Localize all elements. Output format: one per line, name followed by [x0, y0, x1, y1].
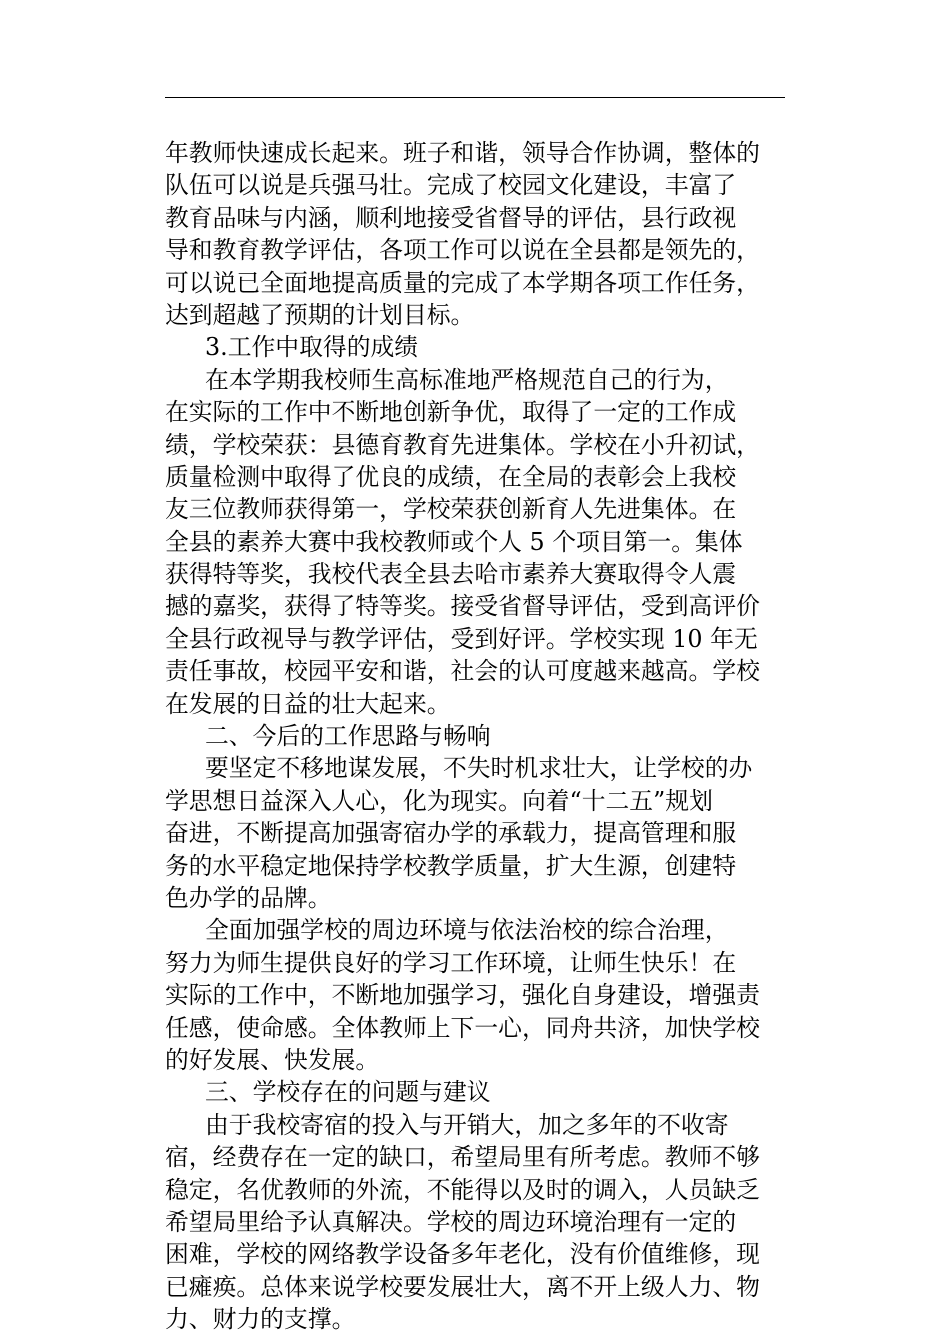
text-line: 由于我校寄宿的投入与开销大，加之多年的不收寄: [205, 1110, 729, 1139]
text-line: 责任事故，校园平安和谐，社会的认可度越来越高。学校: [165, 657, 760, 686]
text-line: 的好发展、快发展。: [165, 1045, 380, 1074]
text-line: 要坚定不移地谋发展，不失时机求壮大，让学校的办: [205, 754, 753, 783]
text-line: 3.工作中取得的成绩: [205, 333, 419, 362]
document-body: [165, 137, 795, 1335]
text-line: 质量检测中取得了优良的成绩，在全局的表彰会上我校: [165, 462, 737, 491]
text-line: 三、学校存在的问题与建议: [205, 1078, 491, 1107]
text-line: 教育品味与内涵，顺利地接受省督导的评估，县行政视: [165, 203, 737, 232]
text-line: 达到超越了预期的计划目标。: [165, 300, 475, 329]
text-line: 希望局里给予认真解决。学校的周边环境治理有一定的: [165, 1207, 737, 1236]
text-line: 全县的素养大赛中我校教师或个人 5 个项目第一。集体: [165, 527, 743, 556]
text-line: 稳定，名优教师的外流，不能得以及时的调入，人员缺乏: [165, 1175, 760, 1204]
text-line: 绩，学校荣获：县德育教育先进集体。学校在小升初试，: [165, 430, 760, 459]
text-line: 导和教育教学评估，各项工作可以说在全县都是领先的，: [165, 236, 760, 265]
text-line: 全面加强学校的周边环境与依法治校的综合治理，: [205, 916, 729, 945]
text-line: 在本学期我校师生高标准地严格规范自己的行为，: [205, 365, 729, 394]
text-line: 务的水平稳定地保持学校教学质量，扩大生源，创建特: [165, 851, 737, 880]
text-line: 撼的嘉奖，获得了特等奖。接受省督导评估，受到高评价: [165, 592, 760, 621]
text-line: 奋进，不断提高加强寄宿办学的承载力，提高管理和服: [165, 819, 737, 848]
text-line: 年教师快速成长起来。班子和谐，领导合作协调，整体的: [165, 139, 760, 167]
text-line: 宿，经费存在一定的缺口，希望局里有所考虑。教师不够: [165, 1143, 760, 1172]
text-line: 努力为师生提供良好的学习工作环境，让师生快乐！在: [165, 948, 737, 977]
text-line: 已瘫痪。总体来说学校要发展壮大，离不开上级人力、物: [165, 1272, 760, 1301]
text-line: 实际的工作中，不断地加强学习，强化自身建设，增强责: [165, 981, 760, 1010]
header-rule: [165, 97, 785, 98]
text-line: 队伍可以说是兵强马壮。完成了校园文化建设，丰富了: [165, 171, 737, 200]
text-line: 全县行政视导与教学评估，受到好评。学校实现 10 年无: [165, 624, 758, 653]
text-line: 二、今后的工作思路与畅响: [205, 722, 491, 751]
text-line: 色办学的品牌。: [165, 883, 332, 912]
text-line: 友三位教师获得第一，学校荣获创新育人先进集体。在: [165, 495, 737, 524]
text-line: 在实际的工作中不断地创新争优，取得了一定的工作成: [165, 398, 737, 427]
text-line: 学思想日益深入人心，化为现实。向着“十二五”规划: [165, 786, 713, 815]
text-line: 在发展的日益的壮大起来。: [165, 689, 451, 718]
text-line: 获得特等奖，我校代表全县去哈市素养大赛取得令人震: [165, 560, 737, 589]
text-line: 任感，使命感。全体教师上下一心，同舟共济，加快学校: [165, 1013, 760, 1042]
text-line: 可以说已全面地提高质量的完成了本学期各项工作任务，: [165, 268, 760, 297]
text-line: 力、财力的支撑。: [165, 1305, 356, 1334]
text-line: 困难，学校的网络教学设备多年老化，没有价值维修，现: [165, 1240, 760, 1269]
